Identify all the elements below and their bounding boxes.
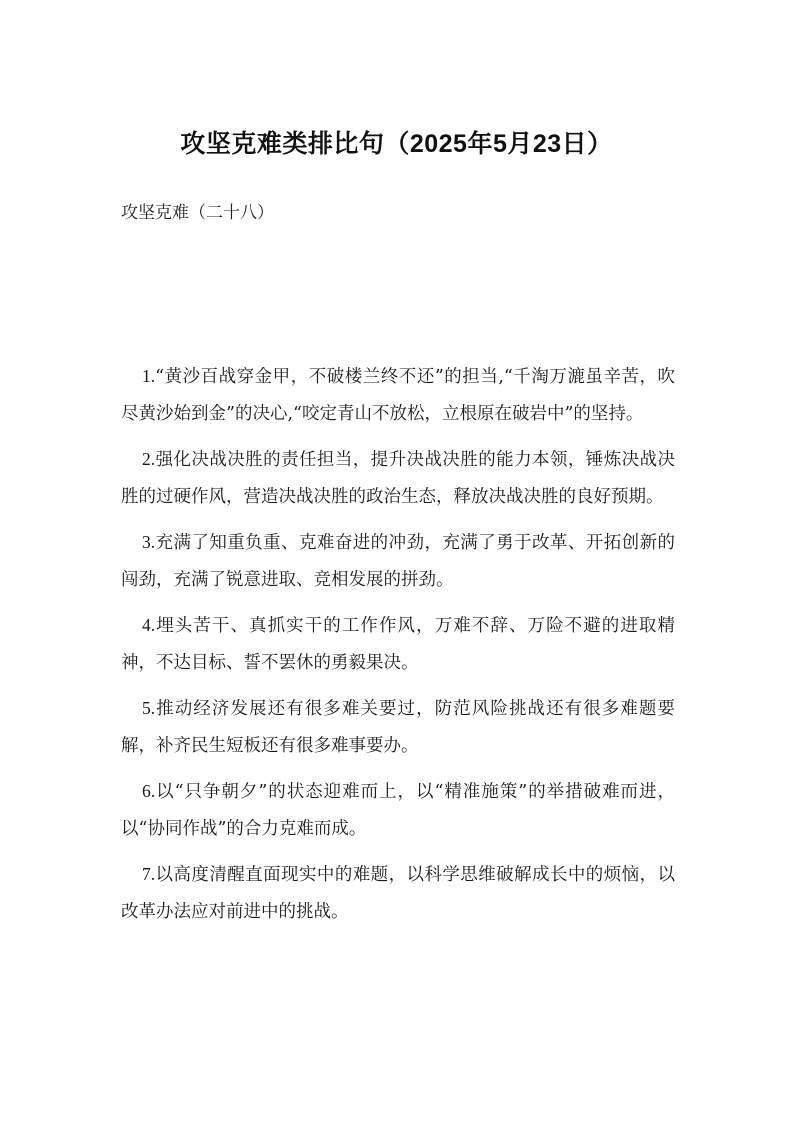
paragraph-number: 3.	[142, 532, 156, 552]
paragraph-2	[121, 441, 675, 516]
paragraph-1	[121, 358, 675, 433]
paragraph-text: 以“只争朝夕”的状态迎难而上，以“精准施策”的举措破难而进，以“协同作战”的合力克难而成。	[121, 782, 675, 839]
paragraph-text: 推动经济发展还有很多难关要过，防范风险挑战还有很多难题要解，补齐民生短板还有很多难事要办。	[121, 699, 675, 756]
paragraph-number: 6.	[142, 781, 156, 801]
paragraph-text: 以高度清醒直面现实中的难题，以科学思维破解成长中的烦恼，以改革办法应对前进中的挑战。	[121, 865, 675, 922]
paragraph-number: 7.	[142, 864, 156, 884]
paragraph-text: 充满了知重负重、克难奋进的冲劲，充满了勇于改革、开拓创新的闯劲，充满了锐意进取、竞相发展的拼劲。	[121, 533, 675, 590]
paragraph-6	[121, 773, 675, 848]
paragraph-number: 5.	[142, 698, 156, 718]
paragraph-number: 2.	[142, 449, 156, 469]
document-title: 攻坚克难类排比句（2025年5月23日）	[180, 130, 613, 158]
paragraph-4	[121, 607, 675, 682]
paragraph-text: 强化决战决胜的责任担当，提升决战决胜的能力本领，锤炼决战决胜的过硬作风，营造决战决胜的政治生态，释放决战决胜的良好预期。	[121, 450, 675, 507]
document-subtitle: 攻坚克难（二十八）	[121, 203, 274, 223]
paragraph-7	[121, 856, 675, 931]
paragraph-number: 1.	[142, 366, 156, 386]
paragraph-5	[121, 690, 675, 765]
paragraph-text: “黄沙百战穿金甲，不破楼兰终不还”的担当,“千淘万漉虽辛苦，吹尽黄沙始到金”的决心,“咬定青山不放松，立根原在破岩中”的坚持。	[121, 367, 675, 424]
paragraph-3	[121, 524, 675, 599]
paragraph-text: 埋头苦干、真抓实干的工作作风，万难不辞、万险不避的进取精神，不达目标、誓不罢休的勇毅果决。	[121, 616, 675, 673]
paragraph-number: 4.	[142, 615, 156, 635]
paragraph-list	[121, 358, 675, 939]
